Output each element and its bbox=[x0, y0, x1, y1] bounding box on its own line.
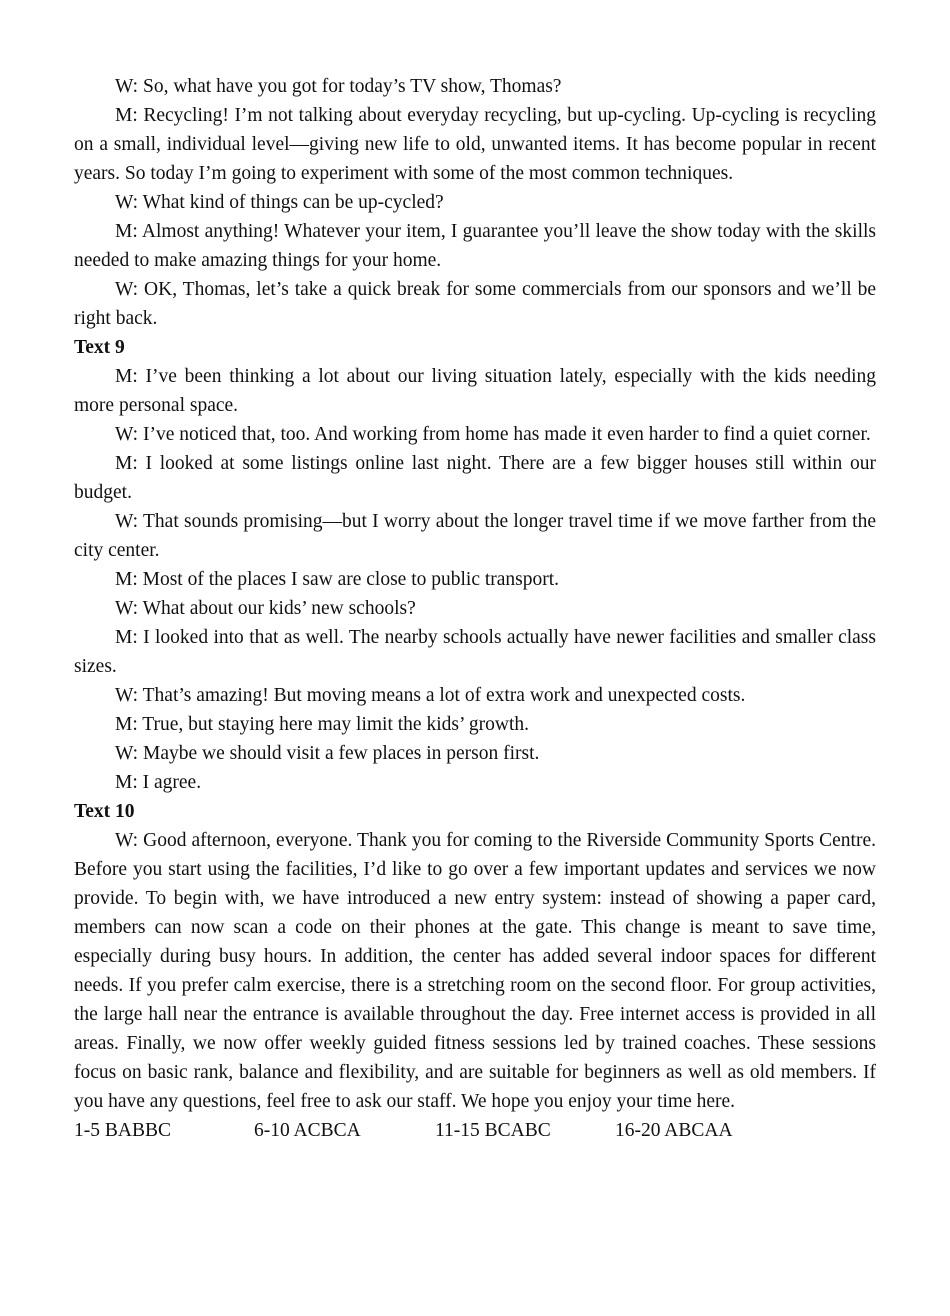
dialogue-line: W: What about our kids’ new schools? bbox=[115, 598, 416, 619]
dialogue-line: W: OK, Thomas, let’s take a quick break for some commercials from our sponsors and we’ll be right back. bbox=[74, 279, 876, 329]
dialogue-line: W: I’ve noticed that, too. And working from home has made it even harder to find a quiet corner. bbox=[115, 424, 871, 445]
dialogue-line: W: That sounds promising—but I worry about the longer travel time if we move farther from the city center. bbox=[74, 511, 876, 561]
answer-group: 6-10 ACBCA bbox=[254, 1120, 361, 1141]
answer-group: 16-20 ABCAA bbox=[615, 1120, 733, 1141]
dialogue-line: M: I looked at some listings online last night. There are a few bigger houses still within our budget. bbox=[74, 453, 876, 503]
dialogue-line: W: Maybe we should visit a few places in person first. bbox=[115, 743, 540, 764]
answer-group: 1-5 BABBC bbox=[74, 1120, 171, 1141]
dialogue-line: W: That’s amazing! But moving means a lot of extra work and unexpected costs. bbox=[115, 685, 746, 706]
dialogue-line: M: Most of the places I saw are close to public transport. bbox=[115, 569, 560, 590]
answer-group: 11-15 BCABC bbox=[435, 1120, 551, 1141]
monologue-paragraph: W: Good afternoon, everyone. Thank you for coming to the Riverside Community Sports Centre. Before you start using the facilities, I’d like to go over a few important updates and services we now provide. To begin with, we have introduced a new entry system: instead of showing a paper card, members can now scan a code on their phones at the gate. This change is meant to save time, especially during busy hours. In addition, the center has added several indoor spaces for different needs. If you prefer calm exercise, there is a stretching room on the second floor. For group activities, the large hall near the entrance is available throughout the day. Free internet access is provided in all areas. Finally, we now offer weekly guided fitness sessions led by trained coaches. These sessions focus on basic rank, balance and flexibility, and are suitable for beginners as well as old members. If you have any questions, feel free to ask our staff. We hope you enjoy your time here. bbox=[74, 830, 876, 1112]
dialogue-line: M: I agree. bbox=[115, 772, 202, 793]
section-heading-text10: Text 10 bbox=[74, 801, 135, 822]
answer-key bbox=[74, 1116, 876, 1145]
document-page bbox=[74, 72, 876, 1145]
dialogue-line: W: So, what have you got for today’s TV show, Thomas? bbox=[115, 76, 562, 97]
dialogue-line: W: What kind of things can be up-cycled? bbox=[115, 192, 444, 213]
section-heading-text9: Text 9 bbox=[74, 337, 125, 358]
dialogue-line: M: True, but staying here may limit the kids’ growth. bbox=[115, 714, 529, 735]
dialogue-line: M: Recycling! I’m not talking about everyday recycling, but up-cycling. Up-cycling is recycling on a small, individual level—giving new life to old, unwanted items. It has become popular in recent years. So today I’m going to experiment with some of the most common techniques. bbox=[74, 105, 876, 184]
dialogue-line: M: I’ve been thinking a lot about our living situation lately, especially with the kids needing more personal space. bbox=[74, 366, 876, 416]
dialogue-line: M: Almost anything! Whatever your item, I guarantee you’ll leave the show today with the skills needed to make amazing things for your home. bbox=[74, 221, 876, 271]
dialogue-line: M: I looked into that as well. The nearby schools actually have newer facilities and smaller class sizes. bbox=[74, 627, 876, 677]
